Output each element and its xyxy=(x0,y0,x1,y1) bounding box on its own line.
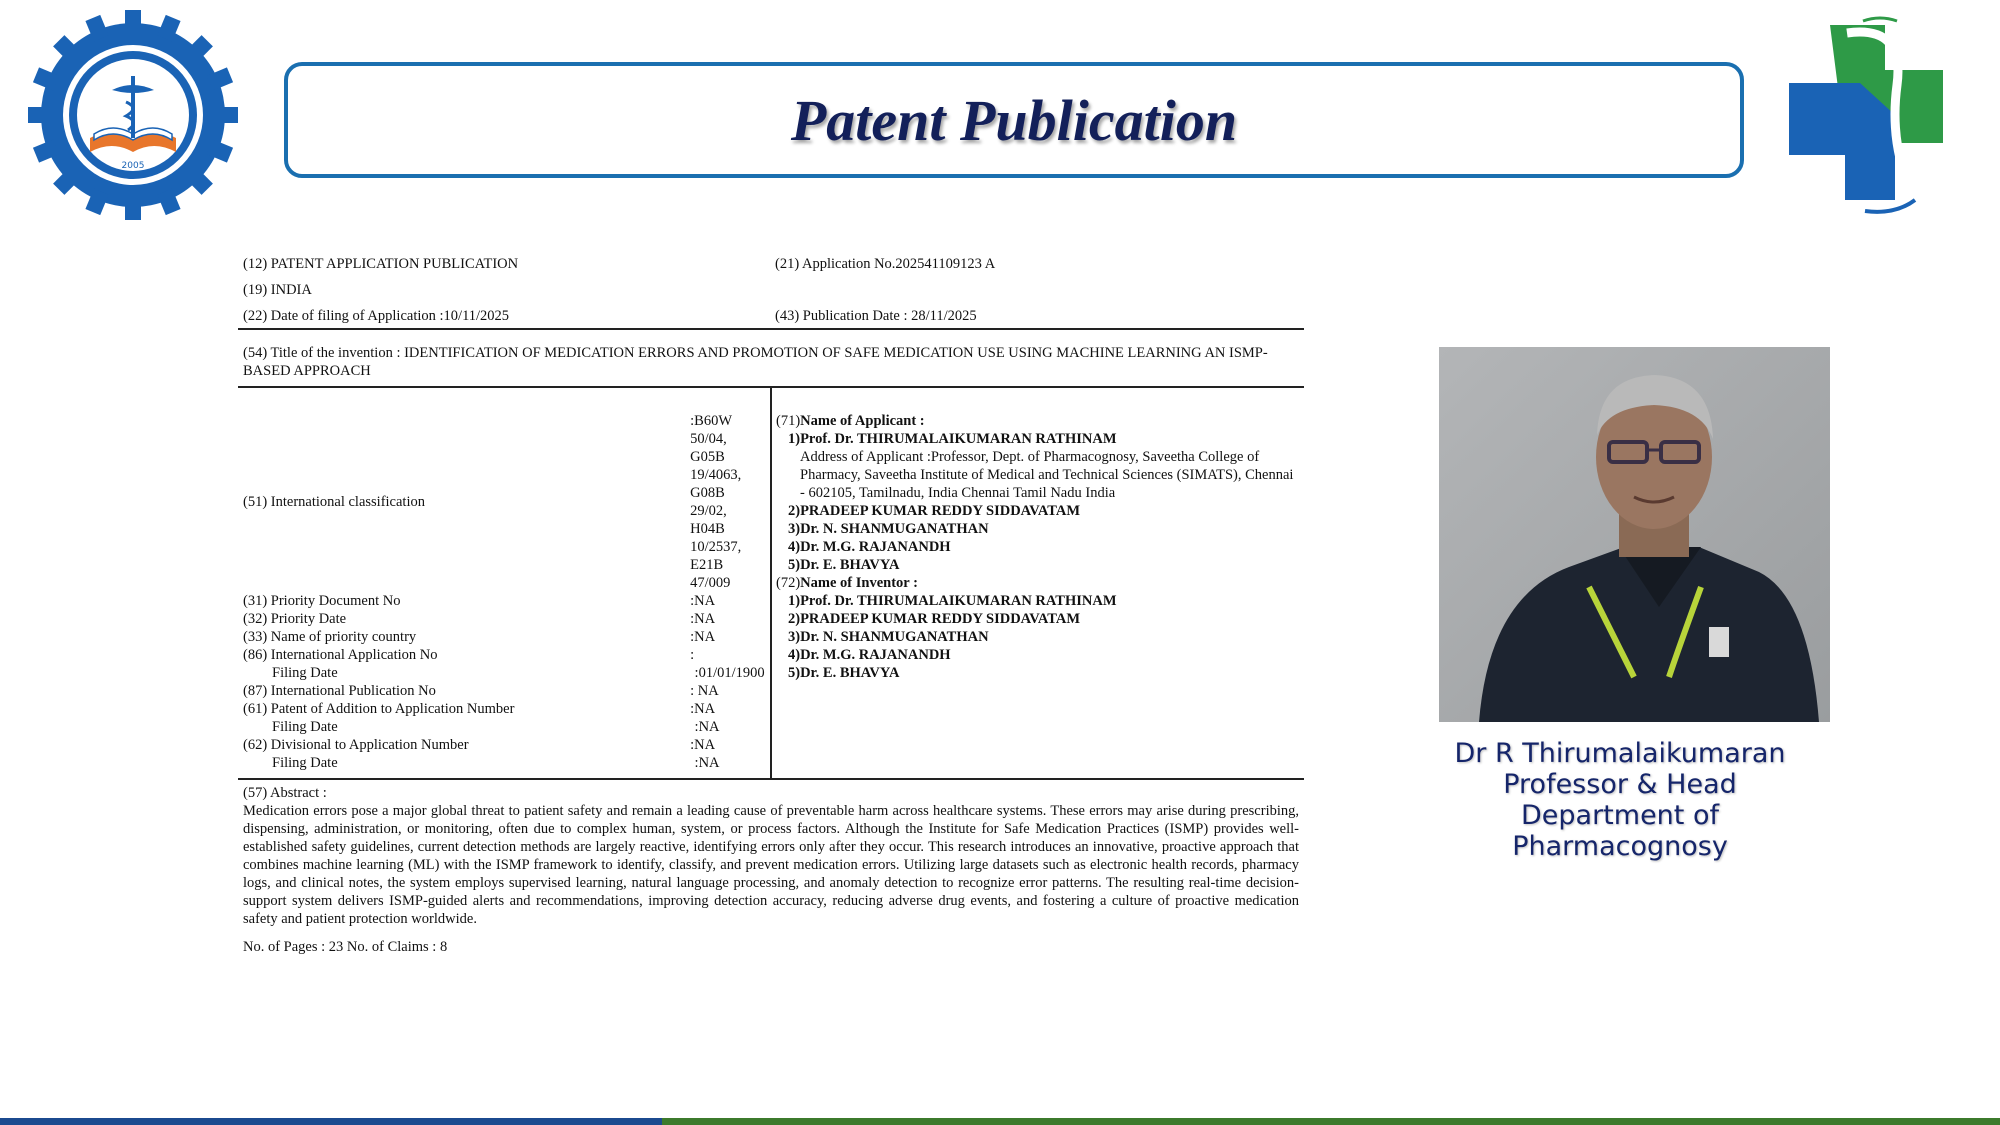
field-label: (61) Patent of Addition to Application Number xyxy=(243,701,515,717)
field-label: (62) Divisional to Application Number xyxy=(243,737,469,753)
person-caption xyxy=(1400,738,1840,862)
field-label: (31) Priority Document No xyxy=(243,593,401,609)
field-row xyxy=(238,610,770,628)
bibliographic-fields xyxy=(238,388,772,778)
field-value: :NA xyxy=(690,593,716,609)
classification-label: (51) International classification xyxy=(243,494,425,510)
header-cell: (12) PATENT APPLICATION PUBLICATION xyxy=(243,256,519,272)
field-label: Filing Date xyxy=(272,665,338,681)
footer-bar-green xyxy=(662,1118,2000,1125)
field-row xyxy=(238,682,770,700)
patent-details xyxy=(238,386,1304,780)
applicants-inventors xyxy=(772,388,1304,778)
inventor-name: 4)Dr. M.G. RAJANANDH xyxy=(788,647,951,663)
classification-code: 50/04, xyxy=(690,431,727,447)
footer-bar-blue xyxy=(0,1118,662,1125)
field-value: :NA xyxy=(690,737,716,753)
classification-code: 29/02, xyxy=(690,503,727,519)
field-label: Filing Date xyxy=(272,755,338,771)
applicant-name: 3)Dr. N. SHANMUGANATHAN xyxy=(788,521,989,537)
field-row xyxy=(238,628,770,646)
institution-seal-icon xyxy=(28,10,238,220)
person-department: Pharmacognosy xyxy=(1512,831,1728,862)
person-photo xyxy=(1439,347,1830,722)
abstract-section xyxy=(238,780,1304,932)
header-cell: (21) Application No.202541109123 A xyxy=(775,256,996,272)
abstract-text: Medication errors pose a major global threat to patient safety and remain a leading cause of preventable harm across healthcare systems. These errors may arise during prescribing, dispensing, administration, or monitoring, often due to complex human, system, or process factors. Although the Institute for Safe Medication Practices (ISMP) provides well-established safety guidelines, current detection methods are largely reactive, identifying errors only after they occur. This research introduces an innovative, proactive approach that combines machine learning (ML) with the ISMP framework to identify, classify, and prevent medication errors. Utilizing large datasets such as electronic health records, pharmacy logs, and clinical notes, the system employs supervised learning, natural language processing, and anomaly detection to recognize error patterns. The resulting real-time decision-support system delivers ISMP-guided alerts and recommendations, improving detection accuracy, reducing adverse drug events, and fostering a culture of proactive medication safety and patient protection worldwide. xyxy=(243,803,1299,927)
classification-code: 10/2537, xyxy=(690,539,742,555)
field-value: : xyxy=(690,647,695,663)
classification-code: G08B xyxy=(690,485,725,501)
person-name: Dr R Thirumalaikumaran xyxy=(1454,738,1786,769)
field-value: : NA xyxy=(690,683,719,699)
inventor-name: 2)PRADEEP KUMAR REDDY SIDDAVATAM xyxy=(788,611,1081,627)
applicant-name: 4)Dr. M.G. RAJANANDH xyxy=(788,539,951,555)
header-cell xyxy=(775,281,1299,299)
field-value: :NA xyxy=(690,611,716,627)
classification-values xyxy=(690,412,770,592)
field-label: (87) International Publication No xyxy=(243,683,436,699)
applicant-heading xyxy=(776,412,1300,430)
field-label: (33) Name of priority country xyxy=(243,629,417,645)
field-row xyxy=(238,718,770,736)
field-label: (86) International Application No xyxy=(243,647,438,663)
field-value: :01/01/1900 xyxy=(694,665,765,681)
applicant-heading-text: Name of Applicant : xyxy=(800,413,925,429)
field-row xyxy=(238,700,770,718)
invention-title: (54) Title of the invention : IDENTIFICATION OF MEDICATION ERRORS AND PROMOTION OF SAFE MEDICATION USE USING MACHINE LEARNING AN ISMP-BASED APPROACH xyxy=(243,345,1268,379)
field-label: (32) Priority Date xyxy=(243,611,347,627)
patent-header xyxy=(238,252,1304,328)
medical-cross-logo-icon xyxy=(1785,15,1955,220)
person-department: Department of xyxy=(1521,800,1719,831)
inventor-name: 5)Dr. E. BHAVYA xyxy=(788,665,900,681)
classification-code: 47/009 xyxy=(690,575,731,591)
classification-code: G05B xyxy=(690,449,725,465)
field-label: Filing Date xyxy=(272,719,338,735)
applicant-name: 5)Dr. E. BHAVYA xyxy=(788,557,900,573)
field-value: :NA xyxy=(694,719,720,735)
pages-claims: No. of Pages : 23 No. of Claims : 8 xyxy=(243,939,448,955)
person-role: Professor & Head xyxy=(1503,769,1737,800)
header-cell: (43) Publication Date : 28/11/2025 xyxy=(775,308,977,324)
field-value: :NA xyxy=(690,701,716,717)
abstract-heading: (57) Abstract : xyxy=(243,785,327,801)
inventor-code: (72) xyxy=(776,575,801,591)
field-row xyxy=(238,664,770,682)
applicant-name: 2)PRADEEP KUMAR REDDY SIDDAVATAM xyxy=(788,503,1081,519)
field-value: :NA xyxy=(690,629,716,645)
classification-code: :B60W xyxy=(690,413,733,429)
field-row xyxy=(238,592,770,610)
field-row xyxy=(238,736,770,754)
inventor-heading xyxy=(776,574,1300,592)
applicant-code: (71) xyxy=(776,413,801,429)
slide-title: Patent Publication xyxy=(790,87,1238,153)
patent-document xyxy=(238,252,1304,962)
classification-row xyxy=(238,412,770,592)
inventor-name: 1)Prof. Dr. THIRUMALAIKUMARAN RATHINAM xyxy=(788,593,1117,609)
classification-code: E21B xyxy=(690,557,724,573)
header-cell: (19) INDIA xyxy=(243,282,312,298)
applicant-name: 1)Prof. Dr. THIRUMALAIKUMARAN RATHINAM xyxy=(788,431,1117,447)
inventor-name: 3)Dr. N. SHANMUGANATHAN xyxy=(788,629,989,645)
field-row xyxy=(238,646,770,664)
inventor-heading-text: Name of Inventor : xyxy=(800,575,918,591)
header-cell: (22) Date of filing of Application :10/11/2025 xyxy=(243,308,510,324)
field-row xyxy=(238,754,770,772)
field-value: :NA xyxy=(694,755,720,771)
svg-text:2005: 2005 xyxy=(121,161,145,171)
classification-code: H04B xyxy=(690,521,725,537)
title-banner xyxy=(284,62,1744,178)
classification-code: 19/4063, xyxy=(690,467,742,483)
applicant-address: Address of Applicant :Professor, Dept. of Pharmacognosy, Saveetha College of Pharmacy, Saveetha Institute of Medical and Technical Sciences (SIMATS), Chennai - 602105, Tamilnadu, India Chennai Tamil Nadu India xyxy=(800,449,1294,501)
